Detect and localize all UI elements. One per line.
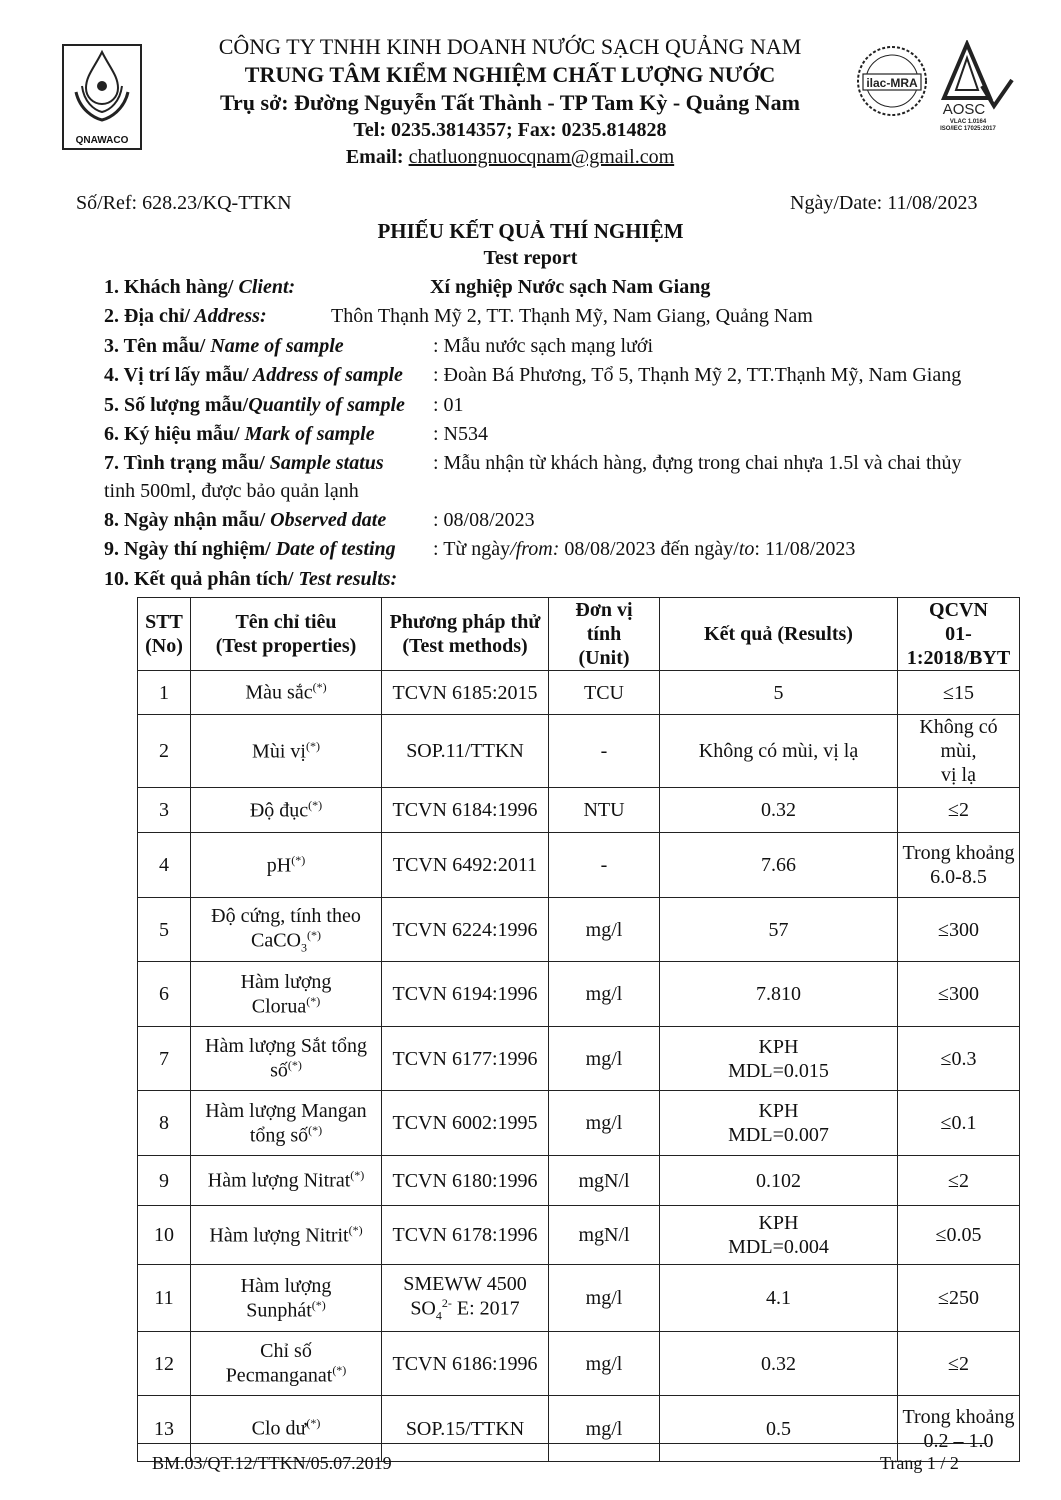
- cell-property: Mùi vị(*): [191, 715, 382, 788]
- iso-text: ISO/IEC 17025:2017: [940, 126, 996, 132]
- cell-property: pH(*): [191, 833, 382, 898]
- table-row: [138, 1091, 1020, 1156]
- cell-standard: Không có mùi, vị lạ: [898, 715, 1020, 788]
- test-results-label: 10. Kết quả phân tích/ Test results:: [104, 568, 398, 590]
- sample-mark-label: 6. Ký hiệu mẫu/ Mark of sample: [104, 423, 375, 445]
- testing-date-value: : Từ ngày/from: 08/08/2023 đến ngày/to: 11/08/2023: [433, 538, 856, 560]
- center-name: TRUNG TÂM KIỂM NGHIỆM CHẤT LƯỢNG NƯỚC: [244, 62, 776, 87]
- cell-standard: ≤15: [898, 671, 1020, 715]
- cell-standard: ≤0.1: [898, 1091, 1020, 1156]
- cell-no: 10: [138, 1206, 191, 1265]
- cell-unit: mg/l: [549, 898, 660, 962]
- cell-result: 0.32: [660, 788, 898, 833]
- cell-method: TCVN 6178:1996: [382, 1206, 549, 1265]
- aosc-text: AOSC: [942, 101, 986, 118]
- cell-unit: mg/l: [549, 1091, 660, 1156]
- reference-number: Số/Ref: 628.23/KQ-TTKN: [76, 192, 292, 214]
- sample-location-value: : Đoàn Bá Phương, Tổ 5, Thạnh Mỹ 2, TT.Thạnh Mỹ, Nam Giang: [433, 364, 962, 386]
- cell-unit: mg/l: [549, 962, 660, 1027]
- cell-standard: ≤250: [898, 1265, 1020, 1332]
- cell-property: Hàm lượng Nitrit(*): [191, 1206, 382, 1265]
- table-row: [138, 898, 1020, 962]
- cell-no: 7: [138, 1027, 191, 1091]
- cell-result: KPH MDL=0.015: [660, 1027, 898, 1091]
- cell-result: Không có mùi, vị lạ: [660, 715, 898, 788]
- cell-method: TCVN 6184:1996: [382, 788, 549, 833]
- cell-unit: NTU: [549, 788, 660, 833]
- cell-no: 9: [138, 1156, 191, 1206]
- cell-method: SOP.11/TTKN: [382, 715, 549, 788]
- cell-property: Hàm lượng Nitrat(*): [191, 1156, 382, 1206]
- cell-property: Hàm lượng Clorua(*): [191, 962, 382, 1027]
- table-header-row: [138, 598, 1020, 671]
- cell-result: 7.810: [660, 962, 898, 1027]
- received-date-value: : 08/08/2023: [433, 509, 535, 531]
- cell-unit: TCU: [549, 671, 660, 715]
- company-email-line: [160, 146, 860, 169]
- table-row: [138, 1332, 1020, 1396]
- cell-method: TCVN 6224:1996: [382, 898, 549, 962]
- ilac-seal-icon: [855, 44, 930, 119]
- cell-method: TCVN 6186:1996: [382, 1332, 549, 1396]
- cell-no: 6: [138, 962, 191, 1027]
- cell-no: 8: [138, 1091, 191, 1156]
- cell-no: 5: [138, 898, 191, 962]
- cell-unit: -: [549, 715, 660, 788]
- results-table: [137, 597, 1020, 1462]
- cell-method: TCVN 6492:2011: [382, 833, 549, 898]
- quantity-value: : 01: [433, 394, 464, 416]
- cell-standard: ≤2: [898, 1156, 1020, 1206]
- sample-location-label: 4. Vị trí lấy mẫu/ Address of sample: [104, 364, 403, 386]
- header-unit: Đơn vị tính (Unit): [549, 598, 660, 671]
- cell-no: 4: [138, 833, 191, 898]
- cell-result: 5: [660, 671, 898, 715]
- sample-status-value-cont: tinh 500ml, được bảo quản lạnh: [104, 480, 359, 502]
- cell-result: 0.5: [660, 1396, 898, 1462]
- cell-method: SOP.15/TTKN: [382, 1396, 549, 1462]
- footer-divider: [137, 1443, 987, 1444]
- company-logo: [62, 44, 142, 150]
- cell-property: Chỉ số Pecmanganat(*): [191, 1332, 382, 1396]
- cell-property: Hàm lượng Mangan tổng số(*): [191, 1091, 382, 1156]
- cell-method: TCVN 6177:1996: [382, 1027, 549, 1091]
- cell-standard: ≤2: [898, 1332, 1020, 1396]
- cell-standard: ≤300: [898, 962, 1020, 1027]
- cell-property: Hàm lượng Sắt tổng số(*): [191, 1027, 382, 1091]
- cell-result: KPH MDL=0.004: [660, 1206, 898, 1265]
- cell-result: 57: [660, 898, 898, 962]
- cell-standard: ≤300: [898, 898, 1020, 962]
- table-row: [138, 962, 1020, 1027]
- ilac-mra-seal: [855, 44, 930, 119]
- company-phone: Tel: 0235.3814357; Fax: 0235.814828: [353, 119, 667, 141]
- address-value: Thôn Thạnh Mỹ 2, TT. Thạnh Mỹ, Nam Giang, Quảng Nam: [331, 305, 813, 327]
- email-link[interactable]: chatluongnuocqnam@gmail.com: [408, 146, 675, 168]
- sample-mark-value: : N534: [433, 423, 488, 445]
- table-row: [138, 1206, 1020, 1265]
- cell-result: KPH MDL=0.007: [660, 1091, 898, 1156]
- cell-standard: Trong khoảng 6.0-8.5: [898, 833, 1020, 898]
- report-title: PHIẾU KẾT QUẢ THÍ NGHIỆM: [377, 219, 684, 243]
- cell-unit: mg/l: [549, 1332, 660, 1396]
- cell-result: 0.32: [660, 1332, 898, 1396]
- header-no: STT (No): [138, 598, 191, 671]
- table-row: [138, 715, 1020, 788]
- sample-name-value: : Mẫu nước sạch mạng lưới: [433, 335, 654, 357]
- page-number: Trang 1 / 2: [880, 1453, 959, 1473]
- header-standard: QCVN 01- 1:2018/BYT: [898, 598, 1020, 671]
- cell-standard: ≤0.05: [898, 1206, 1020, 1265]
- cell-result: 0.102: [660, 1156, 898, 1206]
- cell-property: Độ đục(*): [191, 788, 382, 833]
- cell-unit: mg/l: [549, 1265, 660, 1332]
- email-label: Email:: [345, 146, 404, 168]
- ilac-text: ilac-MRA: [866, 76, 918, 90]
- aosc-mark: [934, 40, 1016, 132]
- header-results: Kết quả (Results): [660, 598, 898, 671]
- cell-no: 13: [138, 1396, 191, 1462]
- header-properties: Tên chỉ tiêu (Test properties): [191, 598, 382, 671]
- cell-property: Hàm lượng Sunphát(*): [191, 1265, 382, 1332]
- table-row: [138, 1156, 1020, 1206]
- table-row: [138, 1396, 1020, 1462]
- cell-no: 11: [138, 1265, 191, 1332]
- client-label: 1. Khách hàng/ Client:: [104, 276, 296, 298]
- cell-unit: mg/l: [549, 1027, 660, 1091]
- cell-method: SMEWW 4500 $SO_4^{2-}$ E: 2017: [382, 1265, 549, 1332]
- cell-standard: ≤2: [898, 788, 1020, 833]
- table-row: [138, 788, 1020, 833]
- sample-name-label: 3. Tên mẫu/ Name of sample: [104, 335, 344, 357]
- table-row: [138, 1027, 1020, 1091]
- cell-no: 12: [138, 1332, 191, 1396]
- sample-status-value: : Mẫu nhận từ khách hàng, đựng trong chai nhựa 1.5l và chai thủy: [433, 452, 962, 474]
- client-value: Xí nghiệp Nước sạch Nam Giang: [430, 276, 711, 298]
- header-methods: Phương pháp thử (Test methods): [382, 598, 549, 671]
- cell-method: TCVN 6002:1995: [382, 1091, 549, 1156]
- cell-method: TCVN 6185:2015: [382, 671, 549, 715]
- cell-unit: mgN/l: [549, 1206, 660, 1265]
- cell-no: 3: [138, 788, 191, 833]
- received-date-label: 8. Ngày nhận mẫu/ Observed date: [104, 509, 387, 531]
- aosc-triangle-icon: [934, 40, 1016, 132]
- cell-unit: mgN/l: [549, 1156, 660, 1206]
- report-date: Ngày/Date: 11/08/2023: [790, 192, 978, 214]
- logo-caption: QNAWACO: [75, 135, 129, 146]
- quantity-label: 5. Số lượng mẫu/Quantily of sample: [104, 394, 405, 416]
- form-code: BM.03/QT.12/TTKN/05.07.2019: [152, 1453, 392, 1473]
- cell-result: 4.1: [660, 1265, 898, 1332]
- table-row: [138, 671, 1020, 715]
- table-row: [138, 833, 1020, 898]
- cell-result: 7.66: [660, 833, 898, 898]
- cell-method: TCVN 6180:1996: [382, 1156, 549, 1206]
- cell-standard: Trong khoảng 0.2 – 1.0: [898, 1396, 1020, 1462]
- cell-no: 2: [138, 715, 191, 788]
- address-label: 2. Địa chỉ/ Address:: [104, 305, 267, 327]
- company-name: CÔNG TY TNHH KINH DOANH NƯỚC SẠCH QUẢNG NAM: [218, 34, 802, 59]
- cell-property: Màu sắc(*): [191, 671, 382, 715]
- cell-method: TCVN 6194:1996: [382, 962, 549, 1027]
- vilas-text: VLAC 1.0164: [949, 119, 987, 125]
- report-subtitle: Test report: [483, 247, 578, 269]
- testing-date-label: 9. Ngày thí nghiệm/ Date of testing: [104, 538, 396, 560]
- cell-unit: mg/l: [549, 1396, 660, 1462]
- cell-property: Độ cứng, tính theo CaCO$_3$(*): [191, 898, 382, 962]
- cell-property: Clo dư(*): [191, 1396, 382, 1462]
- cell-unit: -: [549, 833, 660, 898]
- sample-status-label: 7. Tình trạng mẫu/ Sample status: [104, 452, 384, 474]
- water-drop-logo-icon: [64, 46, 140, 126]
- cell-no: 1: [138, 671, 191, 715]
- cell-standard: ≤0.3: [898, 1027, 1020, 1091]
- company-address: Trụ sở: Đường Nguyễn Tất Thành - TP Tam Kỳ - Quảng Nam: [220, 90, 800, 115]
- table-row: [138, 1265, 1020, 1332]
